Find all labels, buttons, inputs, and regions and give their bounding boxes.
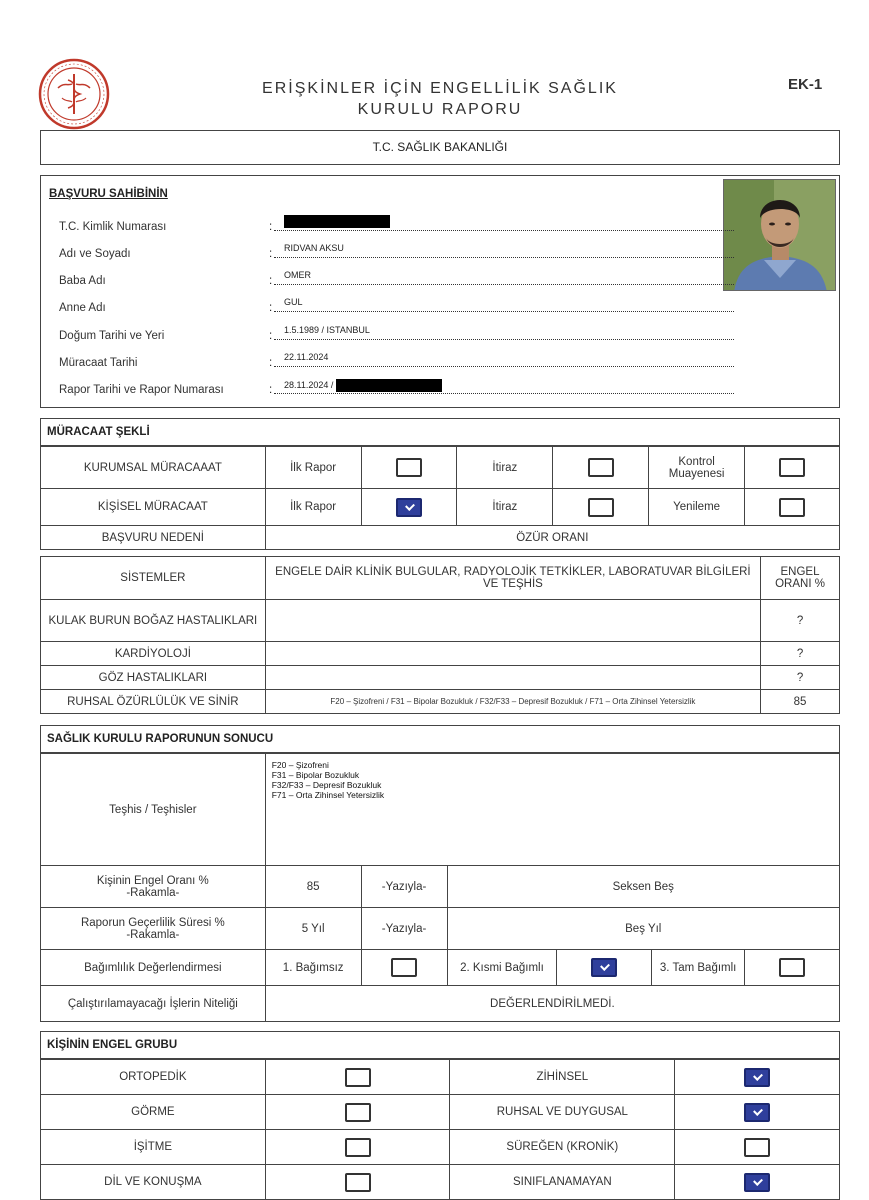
field-birth-date-place: Doğum Tarihi ve Yeri : 1.5.1989 / ISTANBUL (59, 325, 719, 347)
groups-table (40, 1059, 840, 1200)
speech-language-checkbox[interactable] (345, 1173, 371, 1192)
title-line-2: KURULU RAPORU (357, 101, 523, 118)
mental-checkbox-checked[interactable] (744, 1068, 770, 1087)
renewal-label: Yenileme (649, 489, 745, 526)
result-section-title: SAĞLIK KURULU RAPORUNUN SONUCU (40, 725, 840, 753)
table-row (41, 557, 840, 600)
dependency-label: Bağımlılık Değerlendirmesi (41, 950, 266, 986)
applicant-section-title: BAŞVURU SAHİBİNİN (49, 188, 168, 200)
result-table (40, 753, 840, 1022)
redacted-report-number-block (336, 379, 442, 392)
orthopedic-checkbox[interactable] (345, 1068, 371, 1087)
corporate-first-report-checkbox[interactable] (396, 458, 422, 477)
table-row (41, 950, 840, 986)
full-dependent-checkbox[interactable] (779, 958, 805, 977)
personal-application-label: KİŞİSEL MÜRACAAT (41, 489, 266, 526)
dependency-partial-label: 2. Kısmi Bağımlı (447, 950, 557, 986)
field-full-name: Adı ve Soyadı : RIDVAN AKSU (59, 243, 719, 265)
renewal-checkbox[interactable] (779, 498, 805, 517)
system-findings: F20 – Şizofreni / F31 – Bipolar Bozukluk / F32/F33 – Depresif Bozukluk / F71 – Orta Zihinsel Yetersizlik (265, 690, 760, 714)
system-name: KARDİYOLOJİ (41, 642, 266, 666)
hearing-checkbox[interactable] (345, 1138, 371, 1157)
system-name: RUHSAL ÖZÜRLÜLÜK VE SİNİR (41, 690, 266, 714)
field-label: Anne Adı (59, 302, 106, 314)
in-words-label: -Yazıyla- (361, 866, 447, 908)
group-label: İŞİTME (41, 1130, 266, 1165)
field-label: Baba Adı (59, 275, 106, 287)
psychiatric-emotional-checkbox-checked[interactable] (744, 1103, 770, 1122)
table-row (41, 666, 840, 690)
field-label: Adı ve Soyadı (59, 248, 131, 260)
field-value: OMER (284, 270, 311, 280)
system-rate: 85 (761, 690, 840, 714)
groups-section-title: KİŞİNİN ENGEL GRUBU (40, 1031, 840, 1059)
first-report-label: İlk Rapor (265, 447, 361, 489)
corporate-objection-checkbox[interactable] (588, 458, 614, 477)
system-findings (265, 666, 760, 690)
table-row (41, 754, 840, 866)
application-reason-label: BAŞVURU NEDENİ (41, 526, 266, 550)
table-row (41, 1165, 840, 1200)
unclassified-checkbox-checked[interactable] (744, 1173, 770, 1192)
group-label: DİL VE KONUŞMA (41, 1165, 266, 1200)
jobs-label: Çalıştırılamayacağı İşlerin Niteliği (41, 986, 266, 1022)
table-row (41, 526, 840, 550)
table-row (41, 447, 840, 489)
disability-rate-words: Seksen Beş (447, 866, 839, 908)
field-value: 22.11.2024 (284, 352, 329, 362)
table-row (41, 866, 840, 908)
title-line-1: ERİŞKİNLER İÇİN ENGELLİLİK SAĞLIK (262, 80, 618, 97)
dependency-full-label: 3. Tam Bağımlı (652, 950, 745, 986)
disability-rate-value: 85 (265, 866, 361, 908)
field-tc-id: T.C. Kimlik Numarası : (59, 216, 719, 238)
personal-objection-checkbox[interactable] (588, 498, 614, 517)
group-label: GÖRME (41, 1095, 266, 1130)
system-name: GÖZ HASTALIKLARI (41, 666, 266, 690)
rate-header: ENGEL ORANI % (761, 557, 840, 600)
field-label: Müracaat Tarihi (59, 357, 138, 369)
field-value: GUL (284, 297, 303, 307)
diagnosis-item: F31 – Bipolar Bozukluk (271, 770, 360, 780)
diagnosis-item: F71 – Orta Zihinsel Yetersizlik (271, 790, 385, 800)
first-report-label: İlk Rapor (265, 489, 361, 526)
table-row (41, 1095, 840, 1130)
system-name: KULAK BURUN BOĞAZ HASTALIKLARI (41, 600, 266, 642)
systems-table (40, 556, 840, 714)
redacted-id-block (284, 215, 390, 228)
system-rate: ? (761, 642, 840, 666)
table-row (41, 642, 840, 666)
independent-checkbox[interactable] (391, 958, 417, 977)
field-application-date: Müracaat Tarihi : 22.11.2024 (59, 352, 719, 374)
field-value: 1.5.1989 / ISTANBUL (284, 325, 370, 335)
jobs-value: DEĞERLENDİRİLMEDİ. (265, 986, 839, 1022)
application-table (40, 446, 840, 550)
validity-value: 5 Yıl (265, 908, 361, 950)
personal-first-report-checkbox-checked[interactable] (396, 498, 422, 517)
group-label: RUHSAL VE DUYGUSAL (450, 1095, 675, 1130)
system-rate: ? (761, 600, 840, 642)
document-title (200, 78, 680, 120)
system-findings (265, 642, 760, 666)
control-exam-checkbox[interactable] (779, 458, 805, 477)
group-label: ZİHİNSEL (450, 1060, 675, 1095)
form-code: EK-1 (788, 76, 823, 93)
corporate-application-label: KURUMSAL MÜRACAAAT (41, 447, 266, 489)
disability-rate-label: Kişinin Engel Oranı % -Rakamla- (41, 866, 266, 908)
group-label: SINIFLANAMAYAN (450, 1165, 675, 1200)
chronic-checkbox[interactable] (744, 1138, 770, 1157)
table-row (41, 908, 840, 950)
vision-checkbox[interactable] (345, 1103, 371, 1122)
table-row (41, 600, 840, 642)
systems-header: SİSTEMLER (41, 557, 266, 600)
diagnosis-item: F32/F33 – Depresif Bozukluk (271, 780, 382, 790)
group-label: ORTOPEDİK (41, 1060, 266, 1095)
in-words-label: -Yazıyla- (361, 908, 447, 950)
partial-dependent-checkbox-checked[interactable] (591, 958, 617, 977)
diagnosis-item: F20 – Şizofreni (271, 760, 329, 770)
field-label: Doğum Tarihi ve Yeri (59, 330, 165, 342)
table-row (41, 690, 840, 714)
control-exam-label: Kontrol Muayenesi (649, 447, 745, 489)
diagnosis-list (272, 760, 384, 800)
field-label: Rapor Tarihi ve Rapor Numarası (59, 384, 224, 396)
ministry-seal-logo (38, 58, 110, 130)
table-row (41, 986, 840, 1022)
table-row (41, 1060, 840, 1095)
table-row (41, 489, 840, 526)
field-father-name: Baba Adı : OMER (59, 270, 719, 292)
application-section-title: MÜRACAAT ŞEKLİ (40, 418, 840, 446)
field-mother-name: Anne Adı : GUL (59, 297, 719, 319)
system-rate: ? (761, 666, 840, 690)
field-value: RIDVAN AKSU (284, 243, 344, 253)
objection-label: İtiraz (457, 489, 553, 526)
validity-label: Raporun Geçerlilik Süresi % -Rakamla- (41, 908, 266, 950)
applicant-section (40, 175, 840, 408)
diagnosis-label: Teşhis / Teşhisler (41, 754, 266, 866)
field-label: T.C. Kimlik Numarası (59, 221, 167, 233)
validity-words: Beş Yıl (447, 908, 839, 950)
application-reason-value: ÖZÜR ORANI (265, 526, 839, 550)
objection-label: İtiraz (457, 447, 553, 489)
findings-header: ENGELE DAİR KLİNİK BULGULAR, RADYOLOJİK TETKİKLER, LABORATUVAR BİLGİLERİ VE TEŞHİS (265, 557, 760, 600)
applicant-photo (723, 179, 836, 291)
table-row (41, 1130, 840, 1165)
field-value: 28.11.2024 / (284, 379, 334, 390)
ministry-banner: T.C. SAĞLIK BAKANLIĞI (40, 130, 840, 165)
dependency-independent-label: 1. Bağımsız (265, 950, 361, 986)
field-report-date-number: Rapor Tarihi ve Rapor Numarası : 28.11.2024 / (59, 379, 719, 401)
system-findings (265, 600, 760, 642)
group-label: SÜREĞEN (KRONİK) (450, 1130, 675, 1165)
